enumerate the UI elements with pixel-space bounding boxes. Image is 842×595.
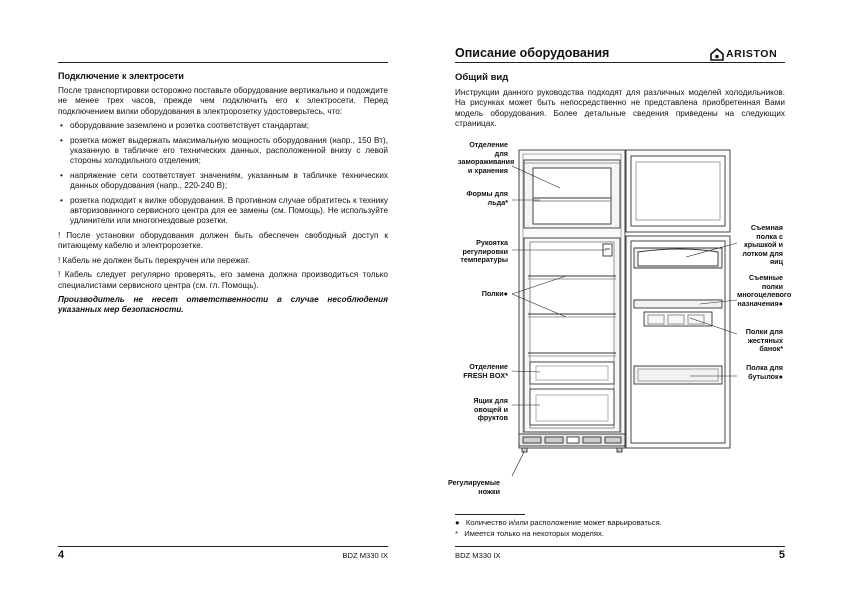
callout-shelves: Полки● [481,289,508,298]
crisper-drawer [530,389,614,425]
list-item: • розетка подходит к вилке оборудования. В противном случае обратитесь к технику авторизованного сервисного центра для ее замены (см. Помощь). Не используйте удлинители или многогнездовые розетки. [58,196,388,227]
page-heading: Описание оборудования [455,46,610,60]
multi-shelf [634,300,722,308]
footnote: ● Количество и/или расположение может варьироваться. [455,518,662,527]
list-item: • розетка может выдержать максимальную мощность оборудования (напр., 150 Вт), указанную в табличке его технических данных, расположенной внизу с левой стороны холодильного отделения; [58,136,388,167]
intro-paragraph: После транспортировки осторожно поставьте оборудование вертикально и подождите не менее трех часов, прежде чем подключить его к электросети. Перед подключением вилки оборудования в электророзетку удостоверьтесь, что: [58,86,388,116]
brand-name: ARISTON [726,48,778,60]
warning-paragraph: ! Кабель не должен быть перекручен или пережат. [58,255,251,265]
callout-egg-shelf: Съемная полка с крышкой и лотком для яиц [742,223,783,267]
right-bottom-rule [455,546,785,547]
callout-bottle-shelf: Полка для бутылок● [746,363,783,381]
adjustable-foot [522,448,527,452]
callout-thermostat: Рукоятка регулировки температуры [460,238,508,265]
subheading: Общий вид [455,72,509,83]
callout-freezer: Отделение для замораживания и хранения [458,140,515,175]
page-number-left: 4 [58,549,65,561]
footnote: * Имеется только на некоторых моделях. [455,529,604,538]
fresh-box [530,362,614,384]
callout-can-shelves: Полки для жестяных банок* [745,327,783,354]
callout-feet: Регулируемые ножки [447,478,500,496]
callout-crisper: Ящик для овощей и фруктов [473,396,508,423]
callout-multi-shelves: Съемные полки многоцелевого назначения● [737,273,792,308]
warning-paragraph: ! Кабель следует регулярно проверять, его замена должна производиться только специалистами сервисного центра (см. гл. Помощь). [58,270,388,290]
section-title: Подключение к электросети [58,71,184,81]
adjustable-foot [617,448,622,452]
callout-ice-trays: Формы для льда* [466,189,508,207]
footnote-rule [455,514,525,515]
warning-paragraph: ! После установки оборудования должен быть обеспечен свободный доступ к питающему кабелю и электророзетке. [58,230,388,251]
right-intro: Инструкции данного руководства подходят для различных моделей холодильников. На рисунках может быть непосредственно не представлена приобретенная Вами модель оборудования. Более детальные сведения приведены на следующих страницах. [455,88,785,129]
list-item: • оборудование заземлено и розетка соответствует стандартам; [58,121,388,131]
callout-fresh-box: Отделение FRESH BOX* [463,362,508,380]
page-number-right: 5 [778,549,785,561]
list-item: • напряжение сети соответствует значениям, указанным в табличке технических данных оборудования (напр., 220-240 В); [58,171,388,192]
disclaimer: Производитель не несет ответственности в случае несоблюдения указанных мер безопасности. [58,294,388,315]
model-left: BDZ M330 IX [342,551,388,560]
model-right: BDZ M330 IX [455,551,501,560]
